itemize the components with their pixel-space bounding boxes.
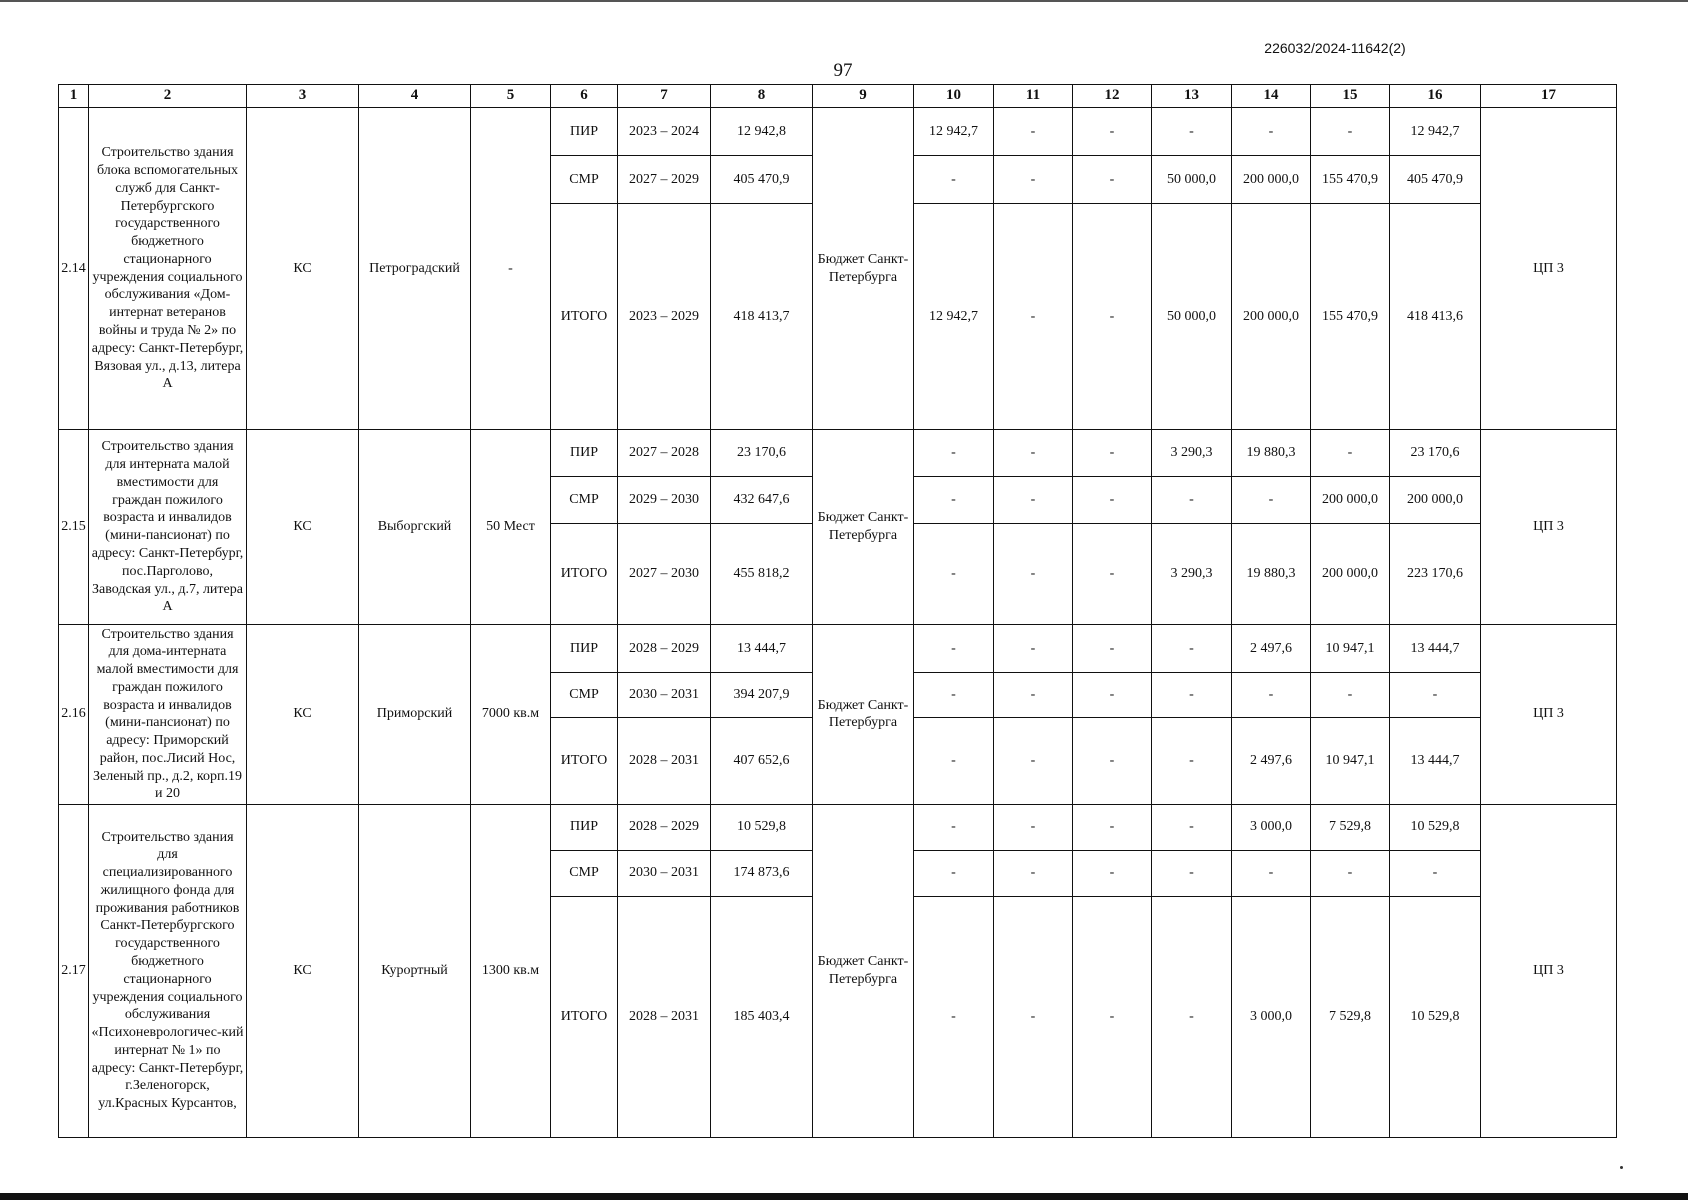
total-cost: 13 444,7	[711, 625, 813, 673]
value-cell: 200 000,0	[1232, 204, 1311, 430]
value-cell: 12 942,7	[1390, 108, 1481, 156]
value-cell: -	[914, 804, 994, 850]
column-header: 2	[89, 85, 247, 108]
column-header: 5	[471, 85, 551, 108]
value-cell: 10 947,1	[1311, 625, 1390, 673]
value-cell: -	[1311, 850, 1390, 896]
object-name: Строительство здания для специализированного жилищного фонда для проживания работников Санкт-Петербургского государственного бюджетного стационарного учреждения социального обслуживания «Психоневрологичес-кий интернат № 1» по адресу: Санкт-Петербург, г.Зеленогорск, ул.Красных Курсантов,	[89, 804, 247, 1137]
object-name: Строительство здания блока вспомогательных служб для Санкт-Петербургского государственного бюджетного стационарного учреждения социального обслуживания «Дом-интернат ветеранов войны и труда № 2» по адресу: Санкт-Петербург, Вязовая ул., д.13, литера А	[89, 108, 247, 430]
district: Выборгский	[359, 430, 471, 625]
value-cell: -	[994, 523, 1073, 624]
value-cell: -	[1073, 430, 1152, 476]
value-cell: 3 290,3	[1152, 430, 1232, 476]
program-code: ЦП 3	[1481, 108, 1617, 430]
column-header: 6	[551, 85, 618, 108]
capacity: -	[471, 108, 551, 430]
object-type: КС	[247, 108, 359, 430]
column-header: 16	[1390, 85, 1481, 108]
period: 2029 – 2030	[618, 476, 711, 523]
value-cell: -	[1073, 156, 1152, 204]
value-cell: -	[994, 476, 1073, 523]
value-cell: -	[1073, 804, 1152, 850]
object-name: Строительство здания для дома-интерната малой вместимости для граждан пожилого возраста и инвалидов (мини-пансионат) по адресу: Приморский район, пос.Лисий Нос, Зеленый пр., д.2, корп.19 и 20	[89, 625, 247, 804]
object-type: КС	[247, 804, 359, 1137]
value-cell: -	[914, 672, 994, 718]
value-cell: 12 942,7	[914, 108, 994, 156]
value-cell: 13 444,7	[1390, 625, 1481, 673]
column-header: 15	[1311, 85, 1390, 108]
value-cell: 200 000,0	[1390, 476, 1481, 523]
value-cell: -	[914, 718, 994, 804]
stage: СМР	[551, 672, 618, 718]
table-row	[59, 804, 1617, 850]
value-cell: -	[1232, 476, 1311, 523]
value-cell: -	[914, 476, 994, 523]
district: Приморский	[359, 625, 471, 804]
value-cell: -	[994, 850, 1073, 896]
row-number: 2.16	[59, 625, 89, 804]
period: 2028 – 2029	[618, 804, 711, 850]
stage: СМР	[551, 850, 618, 896]
value-cell: -	[1390, 850, 1481, 896]
column-header: 13	[1152, 85, 1232, 108]
value-cell: -	[914, 156, 994, 204]
column-header: 14	[1232, 85, 1311, 108]
value-cell: -	[1232, 672, 1311, 718]
value-cell: 50 000,0	[1152, 204, 1232, 430]
value-cell: -	[994, 804, 1073, 850]
value-cell: 23 170,6	[1390, 430, 1481, 476]
stage: ИТОГО	[551, 523, 618, 624]
value-cell: -	[994, 718, 1073, 804]
total-cost: 455 818,2	[711, 523, 813, 624]
program-code: ЦП 3	[1481, 625, 1617, 804]
value-cell: -	[1152, 850, 1232, 896]
value-cell: -	[994, 430, 1073, 476]
period: 2023 – 2029	[618, 204, 711, 430]
total-cost: 23 170,6	[711, 430, 813, 476]
value-cell: -	[1232, 108, 1311, 156]
header-row	[59, 85, 1617, 108]
value-cell: -	[914, 523, 994, 624]
column-header: 8	[711, 85, 813, 108]
value-cell: -	[994, 156, 1073, 204]
value-cell: 223 170,6	[1390, 523, 1481, 624]
district: Петроградский	[359, 108, 471, 430]
program-code: ЦП 3	[1481, 430, 1617, 625]
value-cell: -	[1311, 108, 1390, 156]
funding-source: Бюджет Санкт-Петербурга	[813, 804, 914, 1137]
column-header: 3	[247, 85, 359, 108]
value-cell: 3 290,3	[1152, 523, 1232, 624]
row-number: 2.17	[59, 804, 89, 1137]
object-name: Строительство здания для интерната малой вместимости для граждан пожилого возраста и инвалидов (мини-пансионат) по адресу: Санкт-Петербург, пос.Парголово, Заводская ул., д.7, литера А	[89, 430, 247, 625]
column-header: 7	[618, 85, 711, 108]
table-row	[59, 108, 1617, 156]
period: 2030 – 2031	[618, 672, 711, 718]
period: 2027 – 2028	[618, 430, 711, 476]
value-cell: -	[1073, 625, 1152, 673]
total-cost: 174 873,6	[711, 850, 813, 896]
period: 2023 – 2024	[618, 108, 711, 156]
program-code: ЦП 3	[1481, 804, 1617, 1137]
period: 2027 – 2030	[618, 523, 711, 624]
value-cell: -	[1232, 850, 1311, 896]
stage: СМР	[551, 476, 618, 523]
investment-table	[58, 84, 1617, 1138]
value-cell: -	[1073, 672, 1152, 718]
funding-source: Бюджет Санкт-Петербурга	[813, 108, 914, 430]
page-number: 97	[833, 60, 853, 81]
table-row	[59, 430, 1617, 476]
value-cell: 10 529,8	[1390, 804, 1481, 850]
total-cost: 418 413,7	[711, 204, 813, 430]
value-cell: 2 497,6	[1232, 718, 1311, 804]
value-cell: 3 000,0	[1232, 896, 1311, 1137]
value-cell: 155 470,9	[1311, 156, 1390, 204]
value-cell: 418 413,6	[1390, 204, 1481, 430]
value-cell: -	[1152, 625, 1232, 673]
stage: ИТОГО	[551, 718, 618, 804]
value-cell: -	[914, 896, 994, 1137]
value-cell: 155 470,9	[1311, 204, 1390, 430]
row-number: 2.14	[59, 108, 89, 430]
object-type: КС	[247, 430, 359, 625]
value-cell: -	[1152, 672, 1232, 718]
column-header: 9	[813, 85, 914, 108]
column-header: 10	[914, 85, 994, 108]
value-cell: -	[1152, 896, 1232, 1137]
value-cell: 405 470,9	[1390, 156, 1481, 204]
value-cell: -	[914, 625, 994, 673]
value-cell: -	[1073, 718, 1152, 804]
stage: ПИР	[551, 430, 618, 476]
row-number: 2.15	[59, 430, 89, 625]
scan-speck	[1620, 1166, 1623, 1169]
value-cell: 10 947,1	[1311, 718, 1390, 804]
value-cell: 3 000,0	[1232, 804, 1311, 850]
column-header: 12	[1073, 85, 1152, 108]
scan-bottom-edge	[0, 1193, 1688, 1200]
object-type: КС	[247, 625, 359, 804]
value-cell: 19 880,3	[1232, 430, 1311, 476]
value-cell: -	[994, 625, 1073, 673]
value-cell: 13 444,7	[1390, 718, 1481, 804]
capacity: 7000 кв.м	[471, 625, 551, 804]
stage: ИТОГО	[551, 896, 618, 1137]
funding-source: Бюджет Санкт-Петербурга	[813, 625, 914, 804]
period: 2027 – 2029	[618, 156, 711, 204]
column-header: 17	[1481, 85, 1617, 108]
column-header: 11	[994, 85, 1073, 108]
capacity: 50 Мест	[471, 430, 551, 625]
period: 2028 – 2029	[618, 625, 711, 673]
value-cell: -	[994, 204, 1073, 430]
total-cost: 394 207,9	[711, 672, 813, 718]
scan-top-edge	[0, 0, 1688, 2]
value-cell: 2 497,6	[1232, 625, 1311, 673]
value-cell: 7 529,8	[1311, 896, 1390, 1137]
table-row	[59, 625, 1617, 673]
value-cell: 200 000,0	[1311, 523, 1390, 624]
total-cost: 12 942,8	[711, 108, 813, 156]
stage: ПИР	[551, 625, 618, 673]
capacity: 1300 кв.м	[471, 804, 551, 1137]
value-cell: -	[1073, 896, 1152, 1137]
column-header: 4	[359, 85, 471, 108]
value-cell: 50 000,0	[1152, 156, 1232, 204]
district: Курортный	[359, 804, 471, 1137]
period: 2030 – 2031	[618, 850, 711, 896]
value-cell: -	[1073, 108, 1152, 156]
value-cell: -	[1073, 204, 1152, 430]
value-cell: 7 529,8	[1311, 804, 1390, 850]
value-cell: -	[994, 896, 1073, 1137]
total-cost: 407 652,6	[711, 718, 813, 804]
value-cell: -	[1152, 718, 1232, 804]
value-cell: -	[994, 108, 1073, 156]
total-cost: 10 529,8	[711, 804, 813, 850]
value-cell: -	[1073, 523, 1152, 624]
stage: ПИР	[551, 804, 618, 850]
value-cell: -	[1152, 476, 1232, 523]
stage: СМР	[551, 156, 618, 204]
column-header: 1	[59, 85, 89, 108]
total-cost: 185 403,4	[711, 896, 813, 1137]
period: 2028 – 2031	[618, 896, 711, 1137]
value-cell: 12 942,7	[914, 204, 994, 430]
value-cell: 200 000,0	[1311, 476, 1390, 523]
value-cell: -	[1390, 672, 1481, 718]
document-number: 226032/2024-11642(2)	[1264, 40, 1406, 56]
value-cell: -	[914, 430, 994, 476]
value-cell: -	[1311, 430, 1390, 476]
value-cell: -	[1073, 850, 1152, 896]
stage: ПИР	[551, 108, 618, 156]
value-cell: 200 000,0	[1232, 156, 1311, 204]
value-cell: -	[1311, 672, 1390, 718]
value-cell: -	[1073, 476, 1152, 523]
stage: ИТОГО	[551, 204, 618, 430]
funding-source: Бюджет Санкт-Петербурга	[813, 430, 914, 625]
value-cell: -	[1152, 108, 1232, 156]
value-cell: -	[994, 672, 1073, 718]
period: 2028 – 2031	[618, 718, 711, 804]
value-cell: -	[914, 850, 994, 896]
total-cost: 432 647,6	[711, 476, 813, 523]
value-cell: 19 880,3	[1232, 523, 1311, 624]
value-cell: 10 529,8	[1390, 896, 1481, 1137]
total-cost: 405 470,9	[711, 156, 813, 204]
value-cell: -	[1152, 804, 1232, 850]
